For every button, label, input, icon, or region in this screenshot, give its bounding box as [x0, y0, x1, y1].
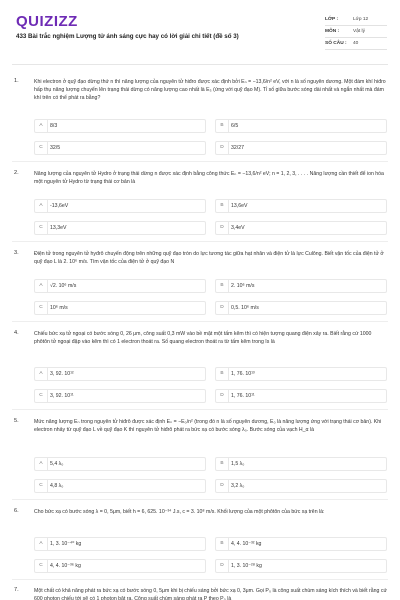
header-divider: [12, 64, 388, 65]
quizizz-logo: QUIZIZZ: [16, 13, 78, 30]
option-letter: C: [35, 302, 48, 314]
option-text: 1, 3. 10⁻²⁸ kg: [231, 563, 262, 569]
option-letter: C: [35, 222, 48, 234]
question-5-option-d[interactable]: [215, 479, 387, 493]
question-divider: [12, 499, 388, 500]
question-number: 5.: [14, 418, 19, 424]
option-letter: B: [216, 458, 229, 470]
option-text: 6/5: [231, 123, 239, 129]
question-6-option-d[interactable]: [215, 559, 387, 573]
question-number: 3.: [14, 250, 19, 256]
option-text: 1, 76. 10¹¹: [231, 393, 255, 399]
option-letter: A: [35, 280, 48, 292]
question-2-option-a[interactable]: [34, 199, 206, 213]
question-text: Điện tử trong nguyên tử hyđrô chuyển động trên những quỹ đạo tròn do lực tương tác giữa hạt nhân và điện tử là lực Culông. Biết vận tốc của điện tử ở quỹ đạo L là 2. 10⁶ m/s. Tìm vận tốc của điện tử ở quỹ đạo N: [34, 251, 384, 265]
question-5-option-c[interactable]: [34, 479, 206, 493]
question-3-option-c[interactable]: [34, 301, 206, 315]
question-6-option-b[interactable]: [215, 537, 387, 551]
question-1-option-a[interactable]: [34, 119, 206, 133]
option-text: 3,4eV: [231, 225, 245, 231]
option-letter: B: [216, 280, 229, 292]
question-4-option-d[interactable]: [215, 389, 387, 403]
question-number: 7.: [14, 587, 19, 593]
question-3-option-a[interactable]: [34, 279, 206, 293]
option-letter: B: [216, 120, 229, 132]
option-text: 13,6eV: [231, 203, 248, 209]
option-text: 4,8 λ₀: [50, 483, 64, 489]
question-text: Chiếu bức xạ tử ngoại có bước sóng 0, 26 μm, công suất 0,3 mW vào bề mặt một tấm kẽm thì có hiện tượng quang điện xảy ra. Biết rằng cứ 1000 phôtôn tử ngoại đập vào kẽm thì có 1 electron thoát ra. Số quang electron thoát ra từ tấm kẽm trong Is là: [34, 331, 372, 345]
question-number: 2.: [14, 170, 19, 176]
option-letter: D: [216, 222, 229, 234]
option-text: 3, 92. 10¹²: [50, 371, 74, 377]
meta-count: [325, 38, 387, 50]
option-letter: C: [35, 480, 48, 492]
question-2-option-c[interactable]: [34, 221, 206, 235]
option-letter: B: [216, 200, 229, 212]
option-text: 0,5. 10⁶ m/s: [231, 305, 259, 311]
meta-count-value: 40: [353, 41, 359, 46]
question-5-option-a[interactable]: [34, 457, 206, 471]
option-letter: D: [216, 142, 229, 154]
question-2-option-d[interactable]: [215, 221, 387, 235]
question-number: 1.: [14, 78, 19, 84]
option-letter: A: [35, 458, 48, 470]
option-letter: A: [35, 200, 48, 212]
meta-subject: [325, 26, 387, 38]
question-5-option-b[interactable]: [215, 457, 387, 471]
meta-grade: [325, 14, 387, 26]
question-2-option-b[interactable]: [215, 199, 387, 213]
meta-count-label: SỐ CÂU :: [325, 41, 347, 46]
option-text: 1,5 λ₀: [231, 461, 245, 467]
option-text: 32/5: [50, 145, 61, 151]
meta-grade-value: Lớp 12: [353, 17, 369, 22]
question-divider: [12, 321, 388, 322]
option-text: -13,6eV: [50, 203, 69, 209]
option-text: 13,3eV: [50, 225, 67, 231]
question-1-option-b[interactable]: [215, 119, 387, 133]
question-3-option-b[interactable]: [215, 279, 387, 293]
option-letter: C: [35, 142, 48, 154]
question-1-option-c[interactable]: [34, 141, 206, 155]
question-text: Mức năng lượng Eₙ trong nguyên tử hiđrô được xác định Eₙ = −E₀/n² (trong đó n là số nguyên dương, E₀ là năng lượng ứng với trạng thái cơ bản). Khi electron nhảy từ quỹ đạo L về quỹ đạo K thì nguyên tử hiđrô phát ra bức xạ có bước sóng λ₀. Bước sóng của vạch H_α là: [34, 419, 382, 433]
question-4-option-a[interactable]: [34, 367, 206, 381]
question-text: Khi electron ở quỹ đạo dừng thứ n thì năng lượng của nguyên tử hiđro được xác định bởi Eₙ = −13,6/n² eV, với n là số nguyên dương. Một đám khí hiđro hấp thụ năng lượng chuyển lên trạng thái dừng có năng lượng cao nhất là E₃ (ứng với quỹ đạo M). Tỉ số giữa bước sóng dài nhất và ngắn nhất mà đám khí trên có thể phát ra bằng?: [34, 79, 386, 101]
option-text: 3, 92. 10¹¹: [50, 393, 74, 399]
option-letter: C: [35, 560, 48, 572]
document-title: 433 Bài trắc nghiệm Lượng tử ánh sáng cực hay có lời giải chi tiết (đề số 3): [16, 33, 239, 40]
option-text: 4, 4. 10⁻³² kg: [231, 541, 262, 547]
option-text: 3,2 λ₀: [231, 483, 245, 489]
meta-grade-label: LỚP :: [325, 17, 339, 22]
question-number: 6.: [14, 508, 19, 514]
option-letter: B: [216, 538, 229, 550]
question-divider: [12, 409, 388, 410]
question-divider: [12, 161, 388, 162]
document-meta: [325, 14, 387, 50]
option-text: 10⁶ m/s: [50, 305, 68, 311]
question-divider: [12, 579, 388, 580]
option-letter: C: [35, 390, 48, 402]
option-letter: D: [216, 302, 229, 314]
option-text: 5,4 λ₀: [50, 461, 64, 467]
question-text: Cho bức xạ có bước sóng λ = 0, 5μm, biết h = 6, 625. 10⁻³⁴ J.s, c = 3. 10⁸ m/s. Khối lượng của một phôtôn của bức xạ trên là:: [34, 509, 325, 515]
option-text: √2. 10⁶ m/s: [50, 283, 77, 289]
question-7: [0, 587, 400, 600]
option-text: 32/27: [231, 145, 244, 151]
question-6-option-c[interactable]: [34, 559, 206, 573]
option-letter: D: [216, 560, 229, 572]
option-text: 1, 3. 10⁻⁴⁰ kg: [50, 541, 82, 547]
option-letter: D: [216, 480, 229, 492]
question-text: Năng lượng của nguyên tử Hydro ở trạng thái dừng n được xác định bằng công thức Eₙ = −13,6/n² eV; n = 1, 2, 3, . . . . Năng lượng cần thiết để ion hóa một nguyên tử Hydro từ trạng thái cơ bản là: [34, 171, 384, 185]
meta-subject-value: Vật lý: [353, 29, 365, 34]
option-text: 2. 10⁶ m/s: [231, 283, 255, 289]
question-6-option-a[interactable]: [34, 537, 206, 551]
question-4-option-b[interactable]: [215, 367, 387, 381]
meta-subject-label: MÔN :: [325, 29, 340, 34]
option-letter: B: [216, 368, 229, 380]
question-4-option-c[interactable]: [34, 389, 206, 403]
question-3-option-d[interactable]: [215, 301, 387, 315]
document-header: [0, 0, 400, 60]
option-text: 1, 76. 10¹³: [231, 371, 255, 377]
question-1-option-d[interactable]: [215, 141, 387, 155]
question-number: 4.: [14, 330, 19, 336]
option-text: 8/3: [50, 123, 58, 129]
question-text: Một chất có khả năng phát ra bức xạ có bước sóng 0, 5μm khi bị chiếu sáng bởi bức xạ 0, 3μm. Gọi P₀ là công suất chùm sáng kích thích và biết rằng cứ 600 photon chiếu tới sẽ có 1 photon bật ra. Công suất chùm sáng phát ra P theo P₀ là: [34, 588, 387, 600]
question-divider: [12, 241, 388, 242]
option-letter: A: [35, 120, 48, 132]
option-letter: A: [35, 368, 48, 380]
option-text: 4, 4. 10⁻³⁶ kg: [50, 563, 81, 569]
option-letter: A: [35, 538, 48, 550]
option-letter: D: [216, 390, 229, 402]
